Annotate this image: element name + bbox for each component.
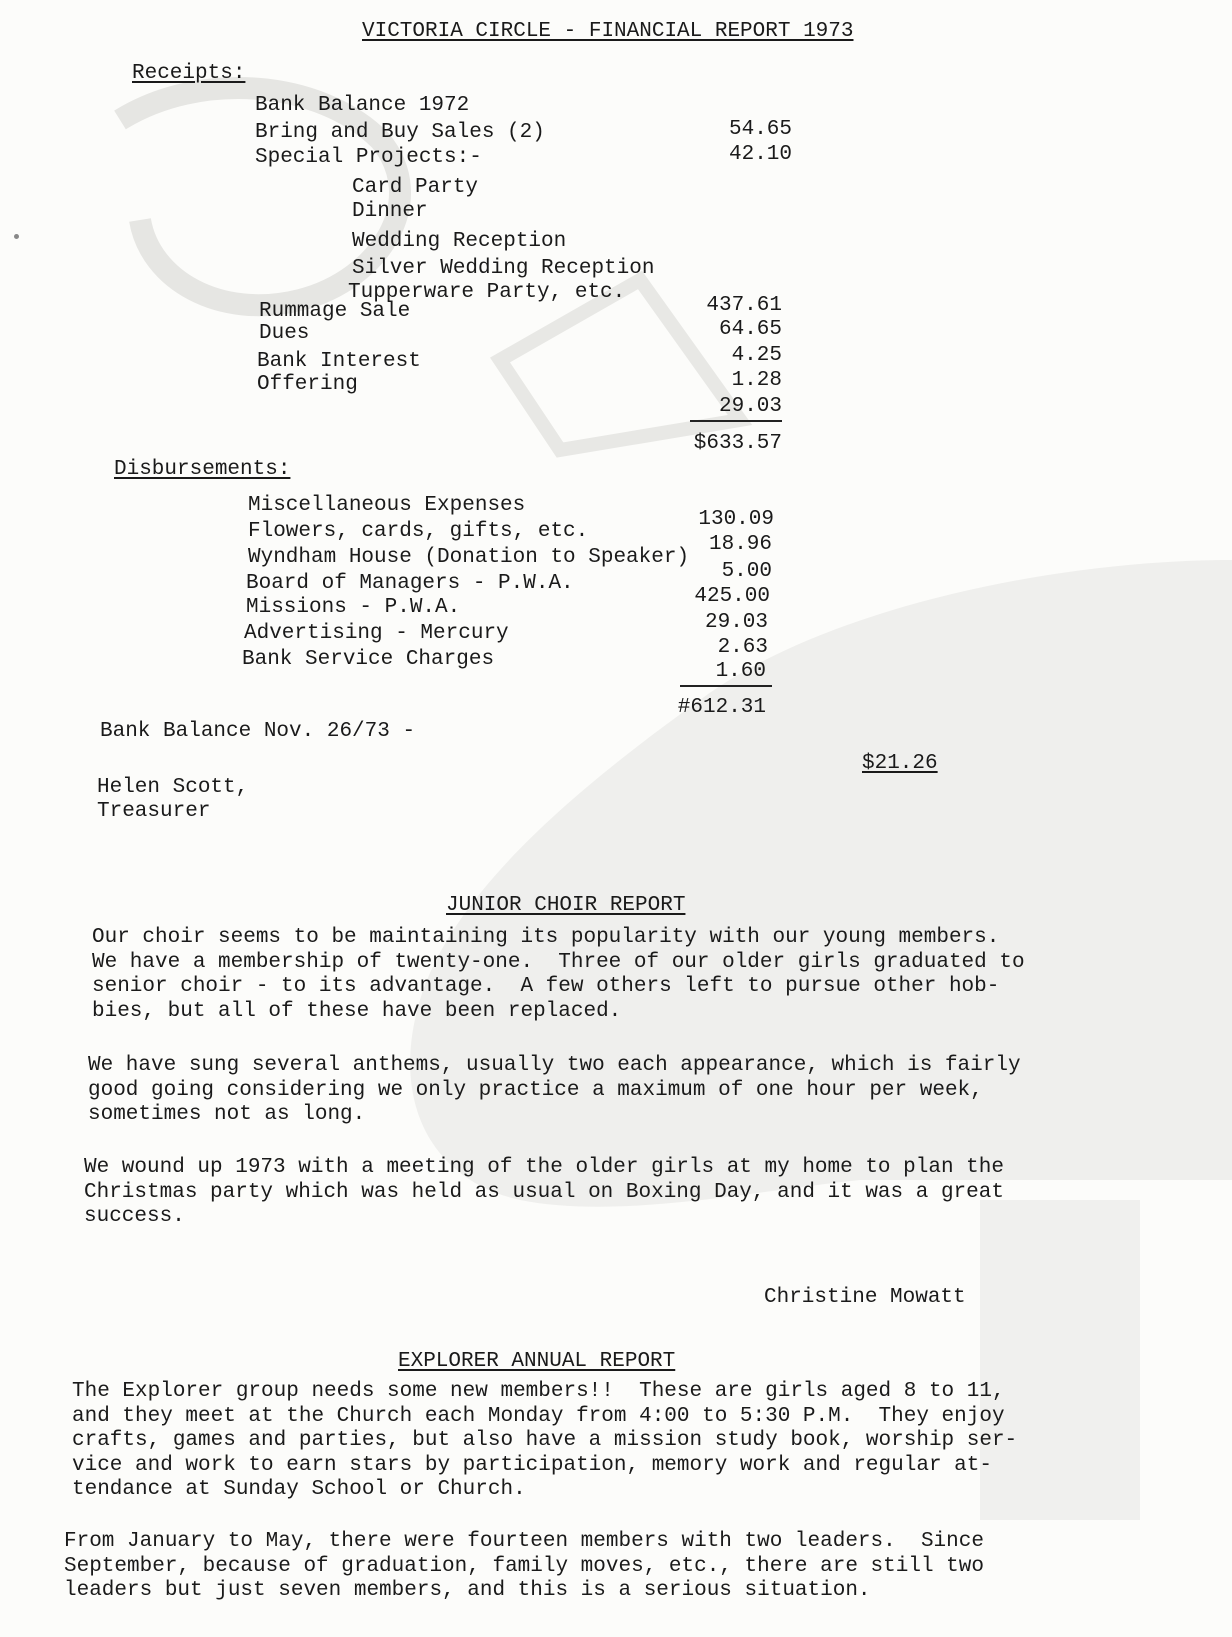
receipt-amount: 54.65 <box>728 118 792 141</box>
disbursement-amount: 425.00 <box>694 585 770 608</box>
disbursement-label: Miscellaneous Expenses <box>248 494 526 517</box>
receipt-amount: 1.28 <box>731 369 782 392</box>
receipt-label: Card Party <box>352 176 479 199</box>
disbursement-amount: 5.00 <box>721 560 772 583</box>
disbursement-label: Advertising - Mercury <box>244 622 509 645</box>
bank-balance-amount: $21.26 <box>862 752 938 775</box>
disbursement-label: Flowers, cards, gifts, etc. <box>248 520 589 543</box>
receipt-label: Silver Wedding Reception <box>352 257 655 280</box>
receipt-amount: 42.10 <box>728 143 792 166</box>
receipt-amount: 29.03 <box>718 395 782 418</box>
receipt-label: Offering <box>257 373 358 396</box>
junior-choir-paragraph: We have sung several anthems, usually two each appearance, which is fairly good going considering we only practice a maximum of one hour per week, sometimes not as long. <box>88 1054 1021 1126</box>
receipt-label: Bank Interest <box>257 350 421 373</box>
receipt-amount: 4.25 <box>731 344 782 367</box>
explorer-title: EXPLORER ANNUAL REPORT <box>398 1350 676 1373</box>
receipt-amount: 437.61 <box>706 294 782 317</box>
financial-report-title: VICTORIA CIRCLE - FINANCIAL REPORT 1973 <box>362 20 854 43</box>
receipt-label: Special Projects:- <box>255 146 482 169</box>
receipts-total-rule <box>690 420 782 422</box>
receipt-label: Bank Balance 1972 <box>255 94 470 117</box>
receipt-label: Rummage Sale <box>259 300 411 323</box>
treasurer-title: Treasurer <box>97 800 211 823</box>
junior-choir-signature: Christine Mowatt <box>764 1286 966 1309</box>
receipt-amount: 64.65 <box>718 318 782 341</box>
disbursement-label: Board of Managers - P.W.A. <box>246 572 574 595</box>
disbursement-label: Bank Service Charges <box>242 648 495 671</box>
disbursement-amount: 2.63 <box>717 636 768 659</box>
disbursements-total-rule <box>680 685 772 687</box>
receipts-total: $633.57 <box>693 432 782 455</box>
disbursements-total: #612.31 <box>677 696 766 719</box>
junior-choir-paragraph: We wound up 1973 with a meeting of the older girls at my home to plan the Christmas party which was held as usual on Boxing Day, and it was a great success. <box>84 1156 1004 1228</box>
treasurer-name: Helen Scott, <box>97 776 249 799</box>
junior-choir-paragraph: Our choir seems to be maintaining its popularity with our young members. We have a membership of twenty-one. Three of our older girls graduated to senior choir - to its advantage. A few others left to pursue other hob- bies, but all of these have been replaced. <box>92 926 1025 1023</box>
receipt-label: Tupperware Party, etc. <box>348 281 626 304</box>
explorer-paragraph: From January to May, there were fourteen members with two leaders. Since September, because of graduation, family moves, etc., there are still two leaders but just seven members, and this is a serious situation. <box>64 1530 984 1602</box>
receipt-label: Bring and Buy Sales (2) <box>255 121 545 144</box>
disbursement-label: Wyndham House (Donation to Speaker) <box>248 546 690 569</box>
junior-choir-title: JUNIOR CHOIR REPORT <box>446 894 686 917</box>
receipt-label: Dinner <box>352 200 428 223</box>
disbursement-amount: 1.60 <box>715 660 766 683</box>
disbursement-amount: 130.09 <box>698 508 774 531</box>
explorer-paragraph: The Explorer group needs some new members!! These are girls aged 8 to 11, and they meet at the Church each Monday from 4:00 to 5:30 P.M. They enjoy crafts, games and parties, but also have a mission study book, worship ser- vice and work to earn stars by participation, memory work and regular at- tendance at Sunday School or Church. <box>72 1380 1018 1501</box>
receipt-label: Wedding Reception <box>352 230 567 253</box>
paper-speck <box>14 234 19 239</box>
disbursement-amount: 18.96 <box>708 533 772 556</box>
bank-balance-label: Bank Balance Nov. 26/73 - <box>100 720 416 743</box>
disbursements-heading: Disbursements: <box>114 458 291 481</box>
disbursement-amount: 29.03 <box>704 611 768 634</box>
receipts-heading: Receipts: <box>132 62 246 85</box>
receipt-label: Dues <box>259 322 310 345</box>
disbursement-label: Missions - P.W.A. <box>246 596 461 619</box>
